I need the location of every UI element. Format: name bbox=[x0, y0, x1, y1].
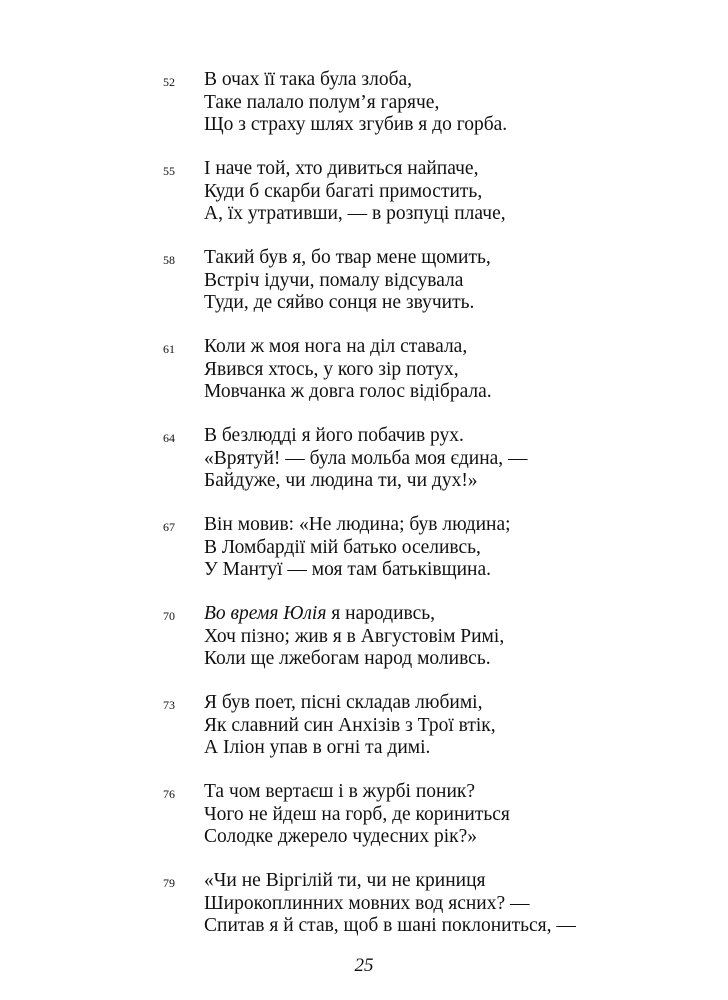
verse-lines bbox=[204, 425, 528, 493]
verse-line: І наче той, хто дивиться найпаче, bbox=[204, 158, 479, 179]
verse-line: Такий був я, бо твар мене щомить, bbox=[204, 247, 491, 268]
verse-line: Коли ж моя нога на діл ставала, bbox=[204, 336, 468, 357]
verse-line: Солодке джерело чудесних рік?» bbox=[204, 826, 477, 847]
verse-lines bbox=[204, 247, 491, 315]
verse-line: «Врятуй! — була мольба моя єдина, — bbox=[204, 447, 528, 469]
verse-line: Він мовив: «Не людина; був людина; bbox=[204, 514, 511, 535]
verse-line: В Ломбардії мій батько осeливсь, bbox=[204, 536, 481, 558]
line-number: 67 bbox=[163, 520, 175, 534]
verse-line: Мовчанка ж довга голос відібрала. bbox=[204, 381, 492, 402]
verse-line: Встріч ідучи, помалу відсувала bbox=[204, 269, 464, 291]
verse-lines bbox=[204, 158, 506, 226]
verse-lines bbox=[204, 781, 510, 849]
line-number: 76 bbox=[163, 787, 175, 801]
verse-line: В очах її така була злоба, bbox=[204, 69, 413, 90]
line-number: 55 bbox=[163, 164, 175, 178]
verse-line: Широкоплинних мовних вод ясних? — bbox=[204, 892, 530, 914]
verse-line bbox=[204, 603, 504, 626]
verse-lines bbox=[204, 336, 492, 404]
line-number: 73 bbox=[163, 698, 175, 712]
verse-lines bbox=[204, 514, 511, 582]
verse-line: У Мантуї — моя там батьківщина. bbox=[204, 559, 491, 580]
verse-line-rest: я народивсь, bbox=[326, 603, 436, 624]
verse-line: Туди, де сяйво сонця не звучить. bbox=[204, 292, 475, 313]
verse-line: Таке палало полум’я гаряче, bbox=[204, 91, 440, 113]
line-number: 79 bbox=[163, 876, 175, 890]
verse-line: Як славний син Анхізів з Трої втік, bbox=[204, 714, 496, 736]
verse-line: Коли ще лжебогам народ моливсь. bbox=[204, 648, 491, 669]
line-number: 70 bbox=[163, 609, 175, 623]
verse-line: Байдуже, чи людина ти, чи дух!» bbox=[204, 470, 478, 491]
verse-line: А, їх утративши, — в розпуці плаче, bbox=[204, 203, 506, 224]
verse-lines bbox=[204, 870, 576, 938]
verse-line: Явився хтось, у кого зір потух, bbox=[204, 358, 459, 380]
verse-line: Куди б скарби багаті примостить, bbox=[204, 180, 483, 202]
verse-line: Хоч пізно; жив я в Августовім Римі, bbox=[204, 625, 505, 647]
italic-phrase: Во время Юлія bbox=[204, 603, 327, 624]
verse-line: Я був поет, пісні складав любимі, bbox=[204, 692, 483, 713]
line-number: 61 bbox=[163, 342, 175, 356]
verse-line: Та чом вертаєш і в журбі поник? bbox=[204, 781, 476, 802]
page-number: 25 bbox=[354, 955, 374, 976]
line-number: 52 bbox=[163, 75, 175, 89]
line-number: 58 bbox=[163, 253, 175, 267]
verse-line: Що з страху шлях згубив я до горба. bbox=[204, 114, 508, 135]
verse-lines bbox=[204, 692, 496, 760]
verse-lines bbox=[204, 603, 504, 671]
verse-line: В безлюдді я його побачив рух. bbox=[204, 425, 464, 446]
line-number: 64 bbox=[163, 431, 175, 445]
verse-line: Спитав я й став, щоб в шані поклониться, — bbox=[204, 915, 576, 936]
verse-line: Чого не йдеш на горб, де кориниться bbox=[204, 803, 510, 825]
verse-lines bbox=[204, 69, 507, 137]
verse-line: «Чи не Віргілій ти, чи не криниця bbox=[204, 870, 486, 891]
verse-line: А Іліон упав в огні та димі. bbox=[204, 737, 431, 758]
